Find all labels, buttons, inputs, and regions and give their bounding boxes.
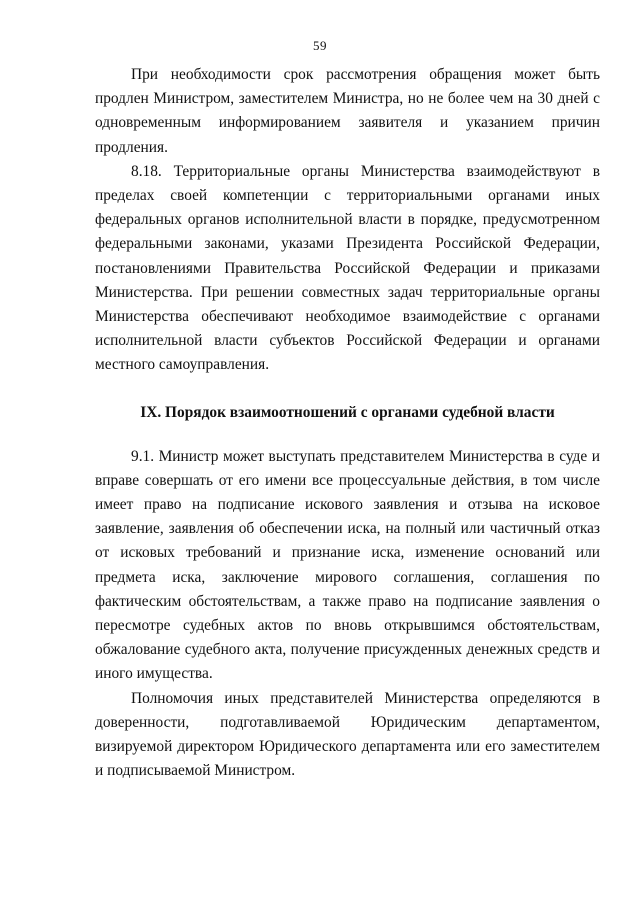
document-body: [95, 63, 600, 783]
paragraph-extension-of-review: При необходимости срок рассмотрения обращения может быть продлен Министром, заместителем Министра, но не более чем на 30 дней с одновременным информированием заявителя и указанием причин продления.: [95, 66, 600, 156]
paragraph-representatives-powers: Полномочия иных представителей Министерства определяются в доверенности, подготавливаемой Юридическим департаментом, визируемой директором Юридического департамента или его заместителем и подписываемой Министром.: [95, 689, 600, 780]
paragraph-8-18: 8.18. Территориальные органы Министерства взаимодействуют в пределах своей компетенции с территориальными органами иных федеральных органов исполнительной власти в порядке, предусмотренном федеральными законами, указами Президента Российской Федерации, постановлениями Правительства Российской Федерации и приказами Министерства. При решении совместных задач территориальные органы Министерства обеспечивают необходимое взаимодействие с органами исполнительной власти субъектов Российской Федерации и органами местного самоуправления.: [95, 162, 600, 374]
section-heading: IX. Порядок взаимоотношений с органами судебной власти: [140, 403, 555, 421]
page-number: 59: [313, 38, 327, 53]
paragraph-9-1: 9.1. Министр может выступать представителем Министерства в суде и вправе совершать от его имени все процессуальные действия, в том числе имеет право на подписание искового заявления и отзыва на исковое заявление, заявления об обеспечении иска, на полный или частичный отказ от исковых требований и признание иска, изменение оснований или предмета иска, заключение мирового соглашения, соглашения по фактическим обстоятельствам, а также право на подписание заявления о пересмотре судебных актов по вновь открывшимся обстоятельствам, обжалование судебного акта, получение присужденных денежных средств и иного имущества.: [95, 447, 600, 683]
